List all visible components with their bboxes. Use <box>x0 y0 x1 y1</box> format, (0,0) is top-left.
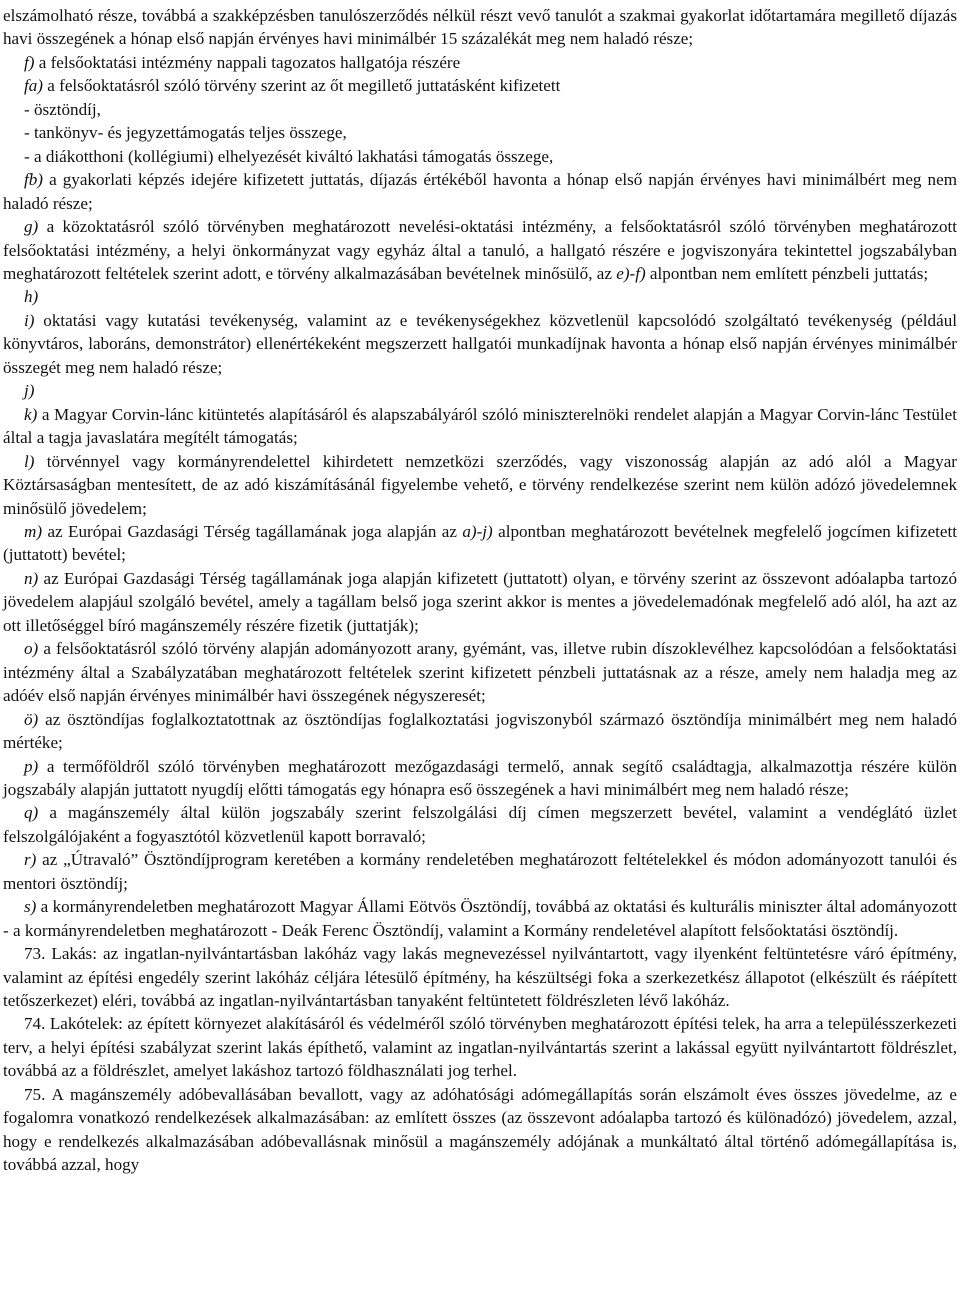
point-marker: p) <box>24 756 39 776</box>
paragraph-text: a felsőoktatási intézmény nappali tagozatos hallgatója részére <box>34 52 461 72</box>
paragraph-h <box>3 285 957 308</box>
paragraph-text: elszámolható része, továbbá a szakképzésben tanulószerződés nélkül részt vevő tanulót a szakmai gyakorlat időtartamára megillető díjazás havi összegének a hónap első napján érvényes havi minimálbér 15 százalékát meg nem haladó része; <box>3 6 957 49</box>
paragraph-g <box>3 215 957 285</box>
point-marker: q) <box>24 803 39 823</box>
section-75-eves-osszes-jovedelem <box>3 1083 957 1177</box>
paragraph-text: a Magyar Corvin-lánc kitüntetés alapításáról és alapszabályáról szóló miniszterelnöki rendelet alapján a Magyar Corvin-lánc Testület által a tagja javaslatára megítélt támogatás; <box>3 404 957 448</box>
paragraph-m <box>3 520 957 567</box>
paragraph-p <box>3 755 957 802</box>
paragraph-text: oktatási vagy kutatási tevékenység, valamint az e tevékenységekhez közvetlenül kapcsolódó szolgáltató tevékenység (például könyvtáros, laboráns, demonstrátor) ellenértékeként megszerzett hallgatói munkadíjnak havonta a hónap első napján érvényes minimálbér összegét meg nem haladó része; <box>3 310 957 377</box>
paragraph-text: a közoktatásról szóló törvényben meghatározott nevelési-oktatási intézmény, a felsőoktatásról szóló törvényben meghatározott felsőoktatási intézmény, a helyi önkormányzat vagy egyház által a tanuló, a hallgató részére e jogviszonyára tekintettel jogszabályban meghatározott feltételek szerint adott, e törvény alkalmazásában bevételnek minősülő, az e)-f) alpontban nem említett pénzbeli juttatás; <box>3 217 957 283</box>
paragraph-text: az ösztöndíjas foglalkoztatottnak az ösztöndíjas foglalkoztatási jogviszonyból származó ösztöndíja minimálbért meg nem haladó mértéke; <box>3 709 957 753</box>
paragraph-o-umlaut <box>3 708 957 755</box>
paragraph-j <box>3 379 957 402</box>
point-marker: o) <box>24 639 39 659</box>
point-marker: ö) <box>24 709 39 729</box>
paragraph-n <box>3 567 957 637</box>
paragraph-text: a kormányrendeletben meghatározott Magyar Állami Eötvös Ösztöndíj, továbbá az oktatási és kulturális miniszter által adományozott - a kormányrendeletben meghatározott - Deák Ferenc Ösztöndíj, valamint a Kormány rendeletével alapított felsőoktatási ösztöndíj. <box>3 897 957 940</box>
point-marker: j) <box>24 381 35 401</box>
point-marker: r) <box>24 850 37 870</box>
paragraph-text: az „Útravaló” Ösztöndíjprogram keretében a kormány rendeletében meghatározott feltételekkel és módon adományozott tanulói és mentori ösztöndíj; <box>3 850 957 893</box>
point-marker: g) <box>24 217 39 237</box>
point-marker: k) <box>24 404 38 424</box>
paragraph-text: 74. Lakótelek: az épített környezet alakításáról és védelméről szóló törvényben meghatározott építési telek, ha arra a településszerkezeti terv, a helyi építési szabályzat szerint lakás építhető, valamint az ingatlan-nyilvántartás szerint a lakással együtt nyilvántartott földrészlet, továbbá az a földrészlet, amelyet lakáshoz tartozó földhasználati jog terhel. <box>3 1014 957 1081</box>
point-marker: h) <box>24 287 39 307</box>
paragraph-text: az Európai Gazdasági Térség tagállamának joga alapján az a)-j) alpontban meghatározott bevételnek megfelelő jogcímen kifizetett (juttatott) bevétel; <box>3 521 957 565</box>
paragraph-continuation <box>3 4 957 51</box>
paragraph-text: a gyakorlati képzés idejére kifizetett juttatás, díjazás értékéből havonta a hónap első napján érvényes havi minimálbért meg nem haladó része; <box>3 170 957 213</box>
point-marker: l) <box>24 451 35 471</box>
point-marker: fa) <box>24 76 43 96</box>
paragraph-i <box>3 309 957 379</box>
point-marker: m) <box>24 521 43 541</box>
paragraph-text: a felsőoktatásról szóló törvény szerint az őt megillető juttatásként kifizetett <box>43 76 561 96</box>
paragraph-text: a termőföldről szóló törvényben meghatározott mezőgazdasági termelő, annak segítő családtagja, alkalmazottja részére külön jogszabály alapján juttatott nyugdíj előtti támogatás egy hónapra eső összegének a havi minimálbért meg nem haladó része; <box>3 756 957 799</box>
paragraph-l <box>3 450 957 520</box>
point-reference: a)-j) <box>462 521 493 541</box>
paragraph-text: 73. Lakás: az ingatlan-nyilvántartásban lakóház vagy lakás megnevezéssel nyilvántartott, vagy ilyenként feltüntetésre váró építmény, valamint az építési engedély szerint lakóház céljára létesülő építmény, ha készültségi foka a szerkezetkész állapotot (elkészült és ráépített tetőszerkezet) eléri, továbbá az ingatlan-nyilvántartásban tanyaként feltüntetett földrészleten lévő lakóház. <box>3 944 957 1011</box>
paragraph-text: - tankönyv- és jegyzettámogatás teljes összege, <box>24 123 347 143</box>
point-marker: n) <box>24 568 39 588</box>
paragraph-fa <box>3 74 957 97</box>
point-marker: s) <box>24 897 37 917</box>
point-marker: fb) <box>24 170 43 190</box>
paragraph-text: a magánszemély által külön jogszabály szerint felszolgálási díj címen megszerzett bevétel, valamint a vendéglátó üzlet felszolgálójaként a fogyasztótól közvetlenül kapott borravaló; <box>3 803 957 846</box>
paragraph-o <box>3 637 957 707</box>
paragraph-text: törvénnyel vagy kormányrendelettel kihirdetett nemzetközi szerződés, vagy viszonosság alapján az adó alól a Magyar Köztársaságban mentesített, de az adó kiszámításánál figyelembe vehető, e törvény rendelkezése szerint nem külön adózó jövedelemnek minősülő jövedelem; <box>3 451 957 518</box>
paragraph-text: - a diákotthoni (kollégiumi) elhelyezését kiváltó lakhatási támogatás összege, <box>24 146 554 166</box>
paragraph-fb <box>3 168 957 215</box>
point-reference: e)-f) <box>616 263 646 283</box>
paragraph-q <box>3 801 957 848</box>
point-marker: i) <box>24 310 35 330</box>
paragraph-text: - ösztöndíj, <box>24 99 101 119</box>
paragraph-text: a felsőoktatásról szóló törvény alapján adományozott arany, gyémánt, vas, illetve rubin díszoklevélhez kapcsolódóan a felsőoktatási intézmény által a Szabályzatában meghatározott feltételek szerint kifizetett pénzbeli juttatásnak az a része, amely nem haladja meg az adóév első napján érvényes minimálbér havi összegének négyszeresét; <box>3 639 957 706</box>
paragraph-r <box>3 848 957 895</box>
paragraph-s <box>3 895 957 942</box>
list-item-osztondij <box>3 98 957 121</box>
paragraph-k <box>3 403 957 450</box>
list-item-tankonyv <box>3 121 957 144</box>
section-74-lakotelek <box>3 1012 957 1082</box>
paragraph-text: 75. A magánszemély adóbevallásában bevallott, vagy az adóhatósági adómegállapítás során elszámolt éves összes jövedelme, az e fogalomra vonatkozó rendelkezések alkalmazásában: az említett összes (az összevont adóalapba tartozó és különadózó) jövedelem, azzal, hogy e rendelkezés alkalmazásában adóbevallásnak minősül a magánszemély adójának a munkáltató által történő adómegállapítása is, továbbá azzal, hogy <box>3 1084 957 1175</box>
list-item-diakotthon <box>3 145 957 168</box>
paragraph-text: az Európai Gazdasági Térség tagállamának joga alapján kifizetett (juttatott) olyan, e törvény szerint az összevont adóalapba tartozó jövedelem alapjául szolgáló bevétel, amely a tagállam belső joga szerint akkor is mentes a jövedelemadónak megfelelő adó alól, ha azt az ott illetőséggel bíró magánszemély részére fizetik (juttatják); <box>3 568 957 635</box>
paragraph-f <box>3 51 957 74</box>
section-73-lakas <box>3 942 957 1012</box>
point-marker: f) <box>24 52 35 72</box>
